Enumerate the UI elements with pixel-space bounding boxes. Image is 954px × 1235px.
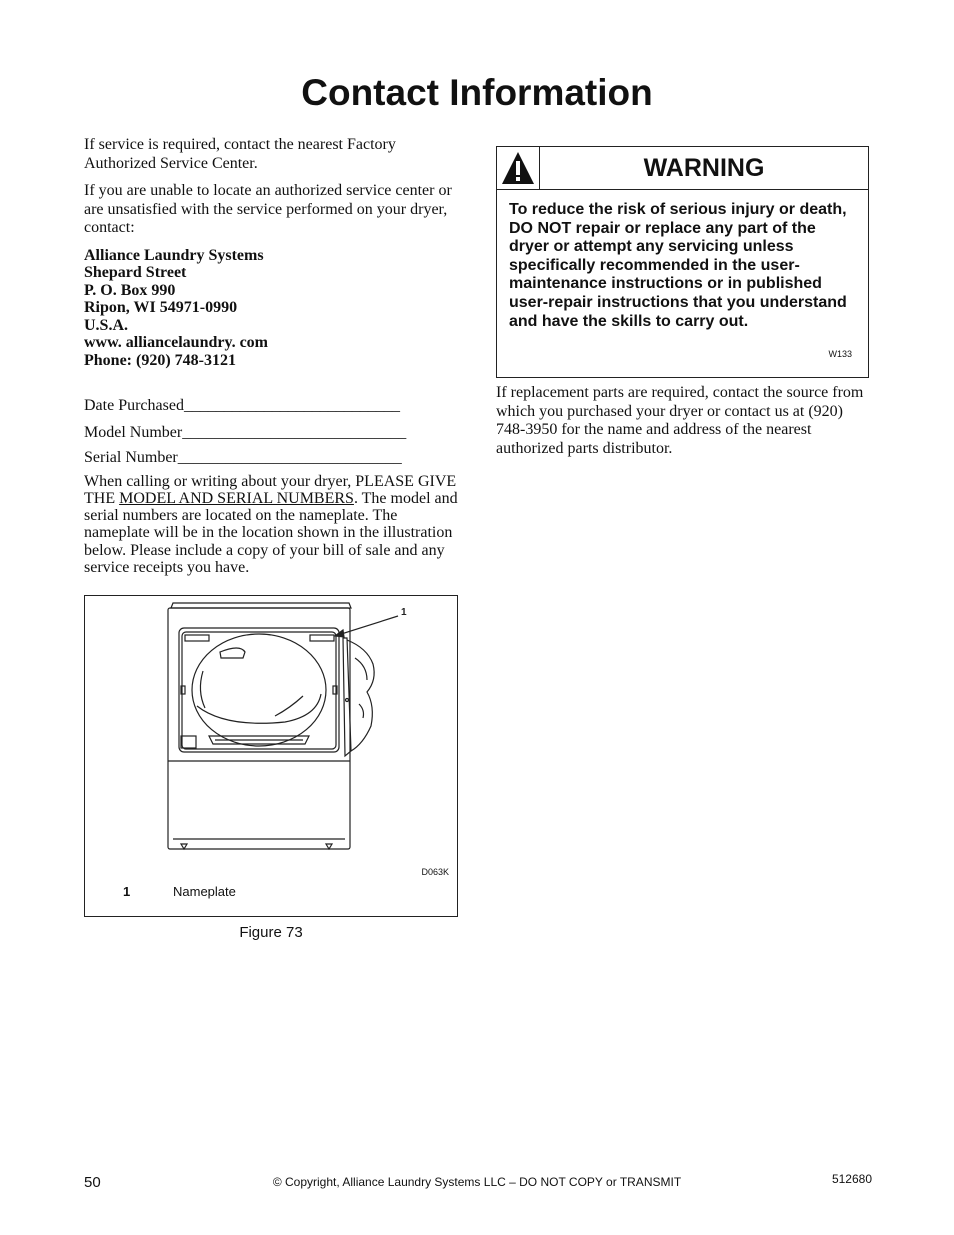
legend-number: 1 [123, 884, 131, 899]
left-column [84, 136, 462, 585]
contact-paragraph: If you are unable to locate an authorized service center or are unsatisfied with the service performed on your dryer, contact: [84, 182, 452, 236]
figure-caption: Figure 73 [239, 924, 303, 941]
website-line: www. alliancelaundry. com [84, 334, 269, 351]
right-column [496, 384, 874, 458]
warning-box [496, 146, 869, 378]
address-line: P. O. Box 990 [84, 281, 176, 299]
address-line: Shepard Street [84, 264, 187, 281]
replacement-parts-paragraph: If replacement parts are required, contact the source from which you purchased your dryer or contact us at (920) 748-3950 for the name and address of the nearest authorized parts distributor. [496, 384, 864, 457]
warning-triangle-icon [497, 147, 539, 189]
dryer-illustration [85, 596, 457, 866]
address-line: Ripon, WI 54971-0990 [84, 299, 238, 316]
model-serial-emphasis: MODEL AND SERIAL NUMBERS [119, 489, 354, 507]
service-paragraph: If service is required, contact the nearest Factory Authorized Service Center. [84, 136, 396, 172]
phone-line: Phone: (920) 748-3121 [84, 351, 236, 369]
model-number-field: Model Number____________________________ [84, 423, 407, 441]
figure-legend [123, 884, 236, 899]
figure-box [84, 595, 458, 917]
legend-label: Nameplate [173, 884, 236, 899]
company-address [84, 247, 462, 370]
nameplate-paragraph: When calling or writing about your dryer, PLEASE GIVE THE MODEL AND SERIAL NUMBERS. The model and serial numbers are located on the nameplate. The nameplate will be in the location shown in the illustration below. Please include a copy of your bill of sale and any service receipts you have. [84, 472, 458, 576]
address-line: U.S.A. [84, 316, 129, 334]
page-title: Contact Information [301, 72, 653, 113]
figure-code: D063K [421, 867, 449, 877]
callout-number: 1 [401, 607, 407, 618]
serial-number-field: Serial Number____________________________ [84, 449, 402, 466]
warning-icon-cell [497, 147, 540, 189]
copyright-notice: © Copyright, Alliance Laundry Systems LLC – DO NOT COPY or TRANSMIT [272, 1175, 682, 1189]
document-number: 512680 [831, 1172, 872, 1186]
warning-title: WARNING [643, 154, 765, 182]
warning-code: W133 [828, 349, 852, 359]
page-number: 50 [84, 1174, 101, 1191]
warning-header [497, 147, 868, 190]
warning-text: To reduce the risk of serious injury or death, DO NOT repair or replace any part of the dryer or attempt any servicing unless specifically recommended in the user-maintenance instructions or in published user-repair instructions that you understand and have the skills to carry out. [509, 201, 847, 330]
address-line: Alliance Laundry Systems [84, 246, 264, 264]
date-purchased-field: Date Purchased___________________________ [84, 397, 400, 414]
